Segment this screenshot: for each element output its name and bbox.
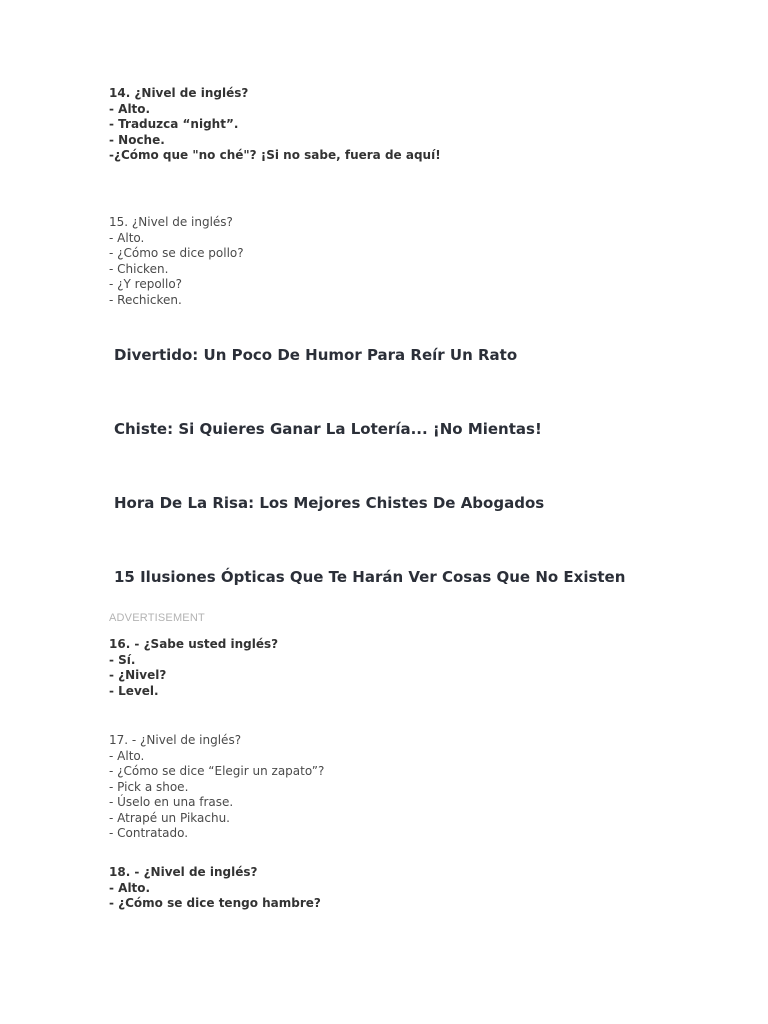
related-article-link[interactable]: Chiste: Si Quieres Ganar La Lotería... ¡No Mientas! <box>114 420 542 438</box>
related-article-link[interactable]: Divertido: Un Poco De Humor Para Reír Un Rato <box>114 346 518 364</box>
joke-14-line: - Traduzca “night”. <box>109 117 239 131</box>
joke-15 <box>109 215 244 308</box>
joke-14-line: - Noche. <box>109 132 165 147</box>
joke-16 <box>109 637 278 699</box>
joke-16-line: 16. - ¿Sabe usted inglés? <box>109 637 279 651</box>
joke-17-line: - Pick a shoe. <box>109 779 189 794</box>
joke-17-line: 17. - ¿Nivel de inglés? <box>109 733 242 747</box>
joke-18-line: 18. - ¿Nivel de inglés? <box>109 865 258 879</box>
joke-17-line: - Atrapé un Pikachu. <box>109 810 230 825</box>
joke-18-line: - Alto. <box>109 880 151 895</box>
joke-17 <box>109 733 324 842</box>
joke-15-line: - Rechicken. <box>109 292 182 307</box>
related-article-link[interactable]: Hora De La Risa: Los Mejores Chistes De Abogados <box>114 494 545 512</box>
joke-14-line: 14. ¿Nivel de inglés? <box>109 86 249 100</box>
joke-15-line: 15. ¿Nivel de inglés? <box>109 215 233 229</box>
joke-14 <box>109 86 441 164</box>
joke-14-line: - Alto. <box>109 101 151 116</box>
related-article-link[interactable]: 15 Ilusiones Ópticas Que Te Harán Ver Cosas Que No Existen <box>114 568 626 586</box>
advertisement-label: ADVERTISEMENT <box>109 612 205 624</box>
joke-15-line: - Alto. <box>109 230 145 245</box>
joke-15-line: - Chicken. <box>109 261 169 276</box>
joke-18-line: - ¿Cómo se dice tengo hambre? <box>109 896 321 910</box>
joke-16-line: - ¿Nivel? <box>109 668 167 682</box>
joke-17-line: - ¿Cómo se dice “Elegir un zapato”? <box>109 764 325 778</box>
joke-17-line: - Contratado. <box>109 826 189 840</box>
joke-18 <box>109 865 321 912</box>
joke-17-line: - Úselo en una frase. <box>109 795 234 809</box>
joke-17-line: - Alto. <box>109 748 145 763</box>
joke-14-line: -¿Cómo que "no ché"? ¡Si no sabe, fuera de aquí! <box>109 148 441 162</box>
joke-15-line: - ¿Cómo se dice pollo? <box>109 246 244 260</box>
joke-16-line: - Level. <box>109 683 159 698</box>
joke-16-line: - Sí. <box>109 652 136 667</box>
joke-15-line: - ¿Y repollo? <box>109 277 183 291</box>
